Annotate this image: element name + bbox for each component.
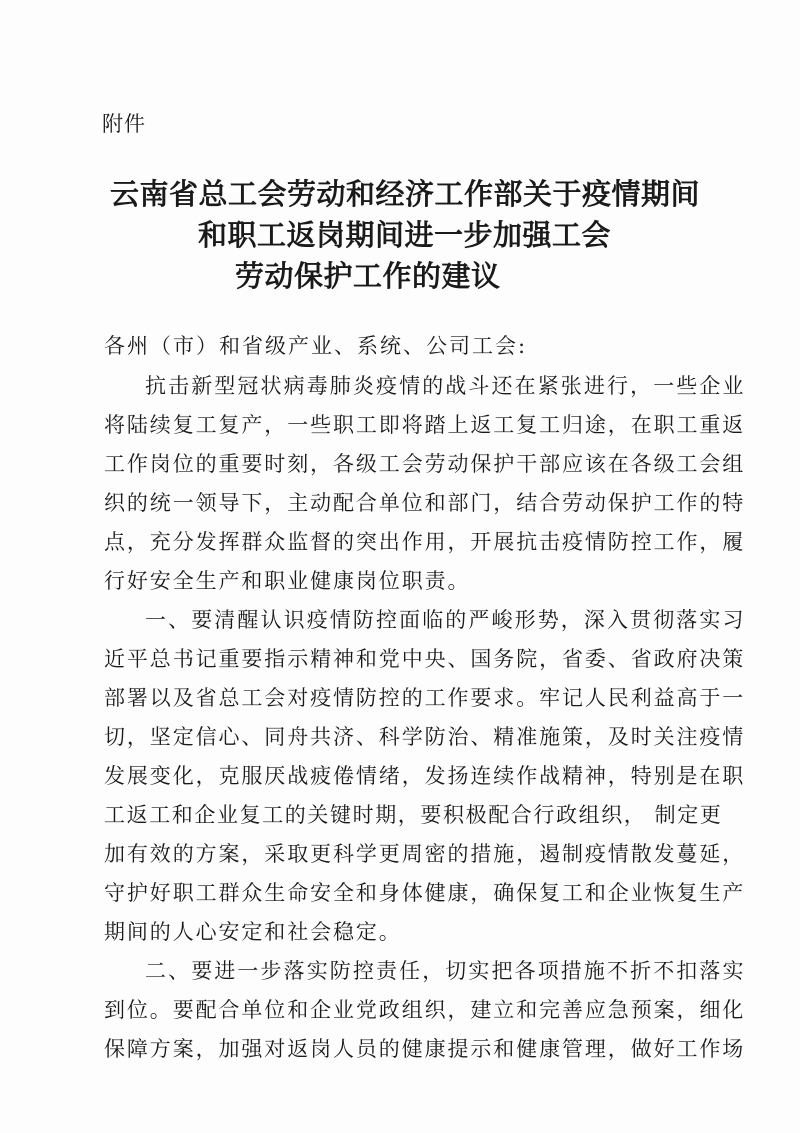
document-title-line-3: 劳动保护工作的建议: [235, 259, 501, 293]
paragraph-3-line: 到位。要配合单位和企业党政组织，建立和完善应急预案，细化: [104, 998, 746, 1022]
paragraph-2-line: 发展变化，克服厌战疲倦情绪，发扬连续作战精神，特别是在职: [104, 764, 746, 788]
paragraph-2-line: 加有效的方案，采取更科学更周密的措施，遏制疫情散发蔓延，: [104, 842, 746, 866]
paragraph-1-line: 行好安全生产和职业健康岗位职责。: [104, 569, 471, 593]
paragraph-1-line: 将陆续复工复产，一些职工即将踏上返工复工归途，在职工重返: [104, 413, 746, 437]
paragraph-2-line: 期间的人心安定和社会稳定。: [104, 920, 402, 944]
paragraph-3-line: 保障方案，加强对返岗人员的健康提示和健康管理，做好工作场: [104, 1037, 746, 1061]
salutation: 各州（市）和省级产业、系统、公司工会:: [104, 334, 528, 358]
paragraph-1-line: 点，充分发挥群众监督的突出作用，开展抗击疫情防控工作，履: [104, 530, 746, 554]
attachment-label: 附件: [102, 112, 146, 136]
document-title-line-2: 和职工返岗期间进一步加强工会: [198, 218, 612, 252]
paragraph-1-line: 织的统一领导下，主动配合单位和部门，结合劳动保护工作的特: [104, 491, 746, 515]
paragraph-2-line: 守护好职工群众生命安全和身体健康，确保复工和企业恢复生产: [104, 881, 746, 905]
paragraph-2-line: 近平总书记重要指示精神和党中央、国务院，省委、省政府决策: [104, 647, 746, 671]
paragraph-2-line: 部署以及省总工会对疫情防控的工作要求。牢记人民利益高于一: [104, 686, 746, 710]
paragraph-1-line: 工作岗位的重要时刻，各级工会劳动保护干部应该在各级工会组: [104, 452, 746, 476]
paragraph-2-line: 一、要清醒认识疫情防控面临的严峻形势，深入贯彻落实习: [145, 608, 746, 632]
paragraph-2-line: 切，坚定信心、同舟共济、科学防治、精准施策，及时关注疫情: [104, 725, 746, 749]
paragraph-1-line: 抗击新型冠状病毒肺炎疫情的战斗还在紧张进行，一些企业: [145, 374, 746, 398]
paragraph-3-line: 二、要进一步落实防控责任，切实把各项措施不折不扣落实: [145, 959, 746, 983]
paragraph-2-line: 工返工和企业复工的关键时期，要积极配合行政组织， 制定更: [104, 803, 723, 827]
document-title-line-1: 云南省总工会劳动和经济工作部关于疫情期间: [110, 177, 701, 211]
